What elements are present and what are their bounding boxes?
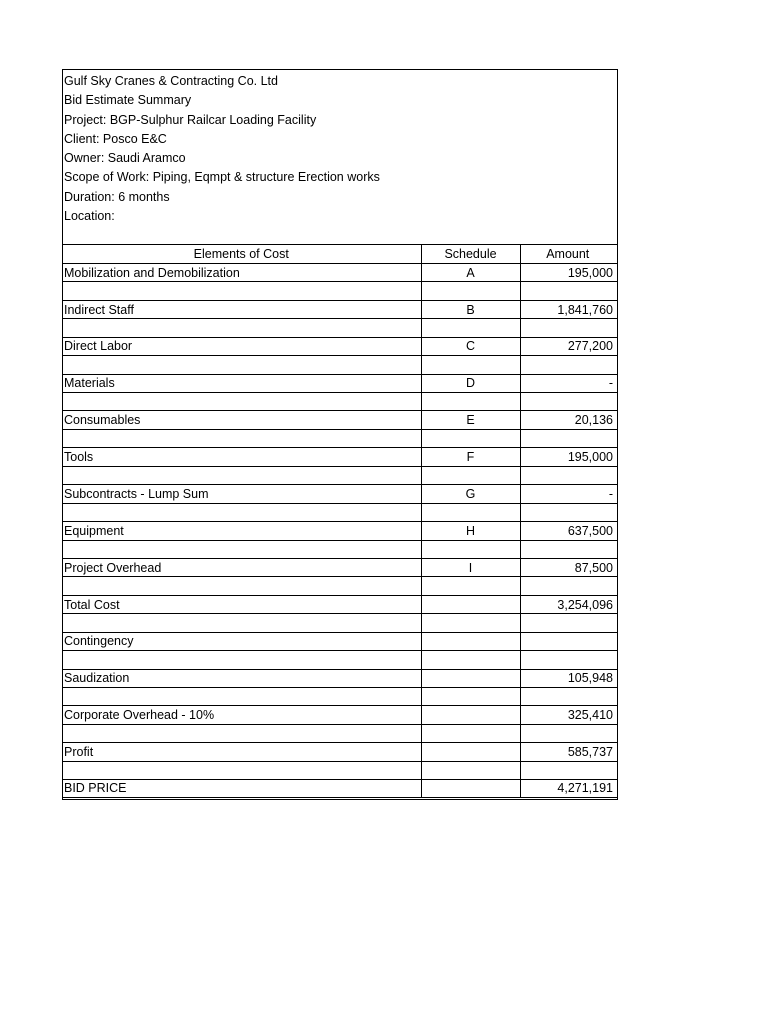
document-title: Bid Estimate Summary bbox=[64, 93, 192, 108]
cost-table-body bbox=[63, 263, 617, 798]
empty-cell bbox=[63, 614, 421, 632]
schedule-cell bbox=[421, 595, 520, 613]
schedule-cell: F bbox=[421, 448, 520, 466]
scope-line: Scope of Work: Piping, Eqmpt & structure Erection works bbox=[64, 170, 380, 185]
table-row bbox=[63, 522, 617, 540]
table-row bbox=[63, 595, 617, 613]
empty-cell bbox=[63, 466, 421, 484]
spacer-row bbox=[63, 503, 617, 521]
cost-element-cell: Equipment bbox=[63, 522, 421, 540]
empty-cell bbox=[63, 577, 421, 595]
empty-cell bbox=[63, 761, 421, 779]
empty-cell bbox=[421, 688, 520, 706]
location-line: Location: bbox=[64, 209, 115, 224]
table-row bbox=[63, 558, 617, 576]
amount-cell: 1,841,760 bbox=[520, 300, 617, 318]
empty-cell bbox=[520, 282, 617, 300]
amount-cell: - bbox=[520, 485, 617, 503]
empty-cell bbox=[421, 503, 520, 521]
table-row bbox=[63, 263, 617, 281]
amount-cell: 3,254,096 bbox=[520, 595, 617, 613]
spacer-row bbox=[63, 577, 617, 595]
column-header-amount: Amount bbox=[520, 245, 617, 263]
client-line: Client: Posco E&C bbox=[64, 131, 167, 146]
schedule-cell: D bbox=[421, 374, 520, 392]
cost-element-cell: Subcontracts - Lump Sum bbox=[63, 485, 421, 503]
empty-cell bbox=[520, 724, 617, 742]
empty-cell bbox=[63, 319, 421, 337]
spacer-row bbox=[63, 724, 617, 742]
cost-element-cell: Profit bbox=[63, 743, 421, 761]
column-header-elements: Elements of Cost bbox=[63, 245, 421, 263]
empty-cell bbox=[520, 614, 617, 632]
empty-cell bbox=[63, 356, 421, 374]
spacer-row bbox=[63, 540, 617, 558]
spacer-row bbox=[63, 651, 617, 669]
empty-cell bbox=[421, 282, 520, 300]
amount-cell: 195,000 bbox=[520, 448, 617, 466]
cost-element-cell: Saudization bbox=[63, 669, 421, 687]
amount-cell: 277,200 bbox=[520, 337, 617, 355]
empty-cell bbox=[520, 577, 617, 595]
cost-element-cell: Project Overhead bbox=[63, 558, 421, 576]
empty-cell bbox=[63, 393, 421, 411]
empty-cell bbox=[520, 393, 617, 411]
bid-estimate-sheet bbox=[62, 69, 618, 800]
empty-cell bbox=[421, 614, 520, 632]
empty-cell bbox=[520, 429, 617, 447]
cost-element-cell: Total Cost bbox=[63, 595, 421, 613]
project-line: Project: BGP-Sulphur Railcar Loading Facility bbox=[64, 112, 317, 127]
empty-cell bbox=[421, 577, 520, 595]
amount-cell: 105,948 bbox=[520, 669, 617, 687]
header-block bbox=[63, 70, 617, 245]
amount-cell: - bbox=[520, 374, 617, 392]
table-row bbox=[63, 485, 617, 503]
empty-cell bbox=[421, 466, 520, 484]
cost-element-cell: Materials bbox=[63, 374, 421, 392]
empty-cell bbox=[421, 319, 520, 337]
spacer-row bbox=[63, 614, 617, 632]
empty-cell bbox=[63, 282, 421, 300]
table-row bbox=[63, 300, 617, 318]
spacer-row bbox=[63, 466, 617, 484]
schedule-cell bbox=[421, 632, 520, 650]
amount-cell: 87,500 bbox=[520, 558, 617, 576]
empty-cell bbox=[520, 356, 617, 374]
empty-cell bbox=[421, 429, 520, 447]
empty-cell bbox=[520, 540, 617, 558]
schedule-cell bbox=[421, 780, 520, 798]
amount-cell bbox=[520, 632, 617, 650]
cost-element-cell: Mobilization and Demobilization bbox=[63, 263, 421, 281]
table-row bbox=[63, 669, 617, 687]
empty-cell bbox=[421, 761, 520, 779]
empty-cell bbox=[421, 651, 520, 669]
empty-cell bbox=[520, 503, 617, 521]
schedule-cell: H bbox=[421, 522, 520, 540]
schedule-cell bbox=[421, 743, 520, 761]
amount-cell: 20,136 bbox=[520, 411, 617, 429]
empty-cell bbox=[421, 356, 520, 374]
empty-cell bbox=[520, 688, 617, 706]
cost-element-cell: Direct Labor bbox=[63, 337, 421, 355]
schedule-cell: I bbox=[421, 558, 520, 576]
schedule-cell: B bbox=[421, 300, 520, 318]
duration-line: Duration: 6 months bbox=[64, 189, 170, 204]
table-row bbox=[63, 411, 617, 429]
empty-cell bbox=[63, 688, 421, 706]
cost-table bbox=[63, 245, 617, 800]
cost-element-cell: Tools bbox=[63, 448, 421, 466]
empty-cell bbox=[520, 466, 617, 484]
empty-cell bbox=[63, 724, 421, 742]
empty-cell bbox=[421, 540, 520, 558]
cost-element-cell: BID PRICE bbox=[63, 780, 421, 798]
amount-cell: 325,410 bbox=[520, 706, 617, 724]
spacer-row bbox=[63, 319, 617, 337]
spacer-row bbox=[63, 429, 617, 447]
table-row bbox=[63, 780, 617, 798]
owner-line: Owner: Saudi Aramco bbox=[64, 151, 186, 166]
spacer-row bbox=[63, 356, 617, 374]
empty-cell bbox=[421, 724, 520, 742]
empty-cell bbox=[63, 503, 421, 521]
schedule-cell bbox=[421, 669, 520, 687]
empty-cell bbox=[421, 393, 520, 411]
table-header-row bbox=[63, 245, 617, 263]
empty-cell bbox=[520, 761, 617, 779]
column-header-schedule: Schedule bbox=[421, 245, 520, 263]
cost-element-cell: Corporate Overhead - 10% bbox=[63, 706, 421, 724]
cost-element-cell: Indirect Staff bbox=[63, 300, 421, 318]
spacer-row bbox=[63, 393, 617, 411]
schedule-cell: E bbox=[421, 411, 520, 429]
spacer-row bbox=[63, 688, 617, 706]
schedule-cell: A bbox=[421, 263, 520, 281]
schedule-cell bbox=[421, 706, 520, 724]
empty-cell bbox=[63, 651, 421, 669]
table-row bbox=[63, 743, 617, 761]
empty-cell bbox=[63, 540, 421, 558]
spacer-row bbox=[63, 282, 617, 300]
company-name: Gulf Sky Cranes & Contracting Co. Ltd bbox=[64, 74, 278, 88]
schedule-cell: G bbox=[421, 485, 520, 503]
cost-element-cell: Contingency bbox=[63, 632, 421, 650]
table-row bbox=[63, 337, 617, 355]
amount-cell: 585,737 bbox=[520, 743, 617, 761]
amount-cell: 637,500 bbox=[520, 522, 617, 540]
empty-cell bbox=[63, 429, 421, 447]
amount-cell: 195,000 bbox=[520, 263, 617, 281]
amount-cell: 4,271,191 bbox=[520, 780, 617, 798]
spacer-row bbox=[63, 761, 617, 779]
table-row bbox=[63, 706, 617, 724]
cost-element-cell: Consumables bbox=[63, 411, 421, 429]
empty-cell bbox=[520, 651, 617, 669]
table-row bbox=[63, 632, 617, 650]
empty-cell bbox=[520, 319, 617, 337]
table-row bbox=[63, 374, 617, 392]
table-row bbox=[63, 448, 617, 466]
schedule-cell: C bbox=[421, 337, 520, 355]
